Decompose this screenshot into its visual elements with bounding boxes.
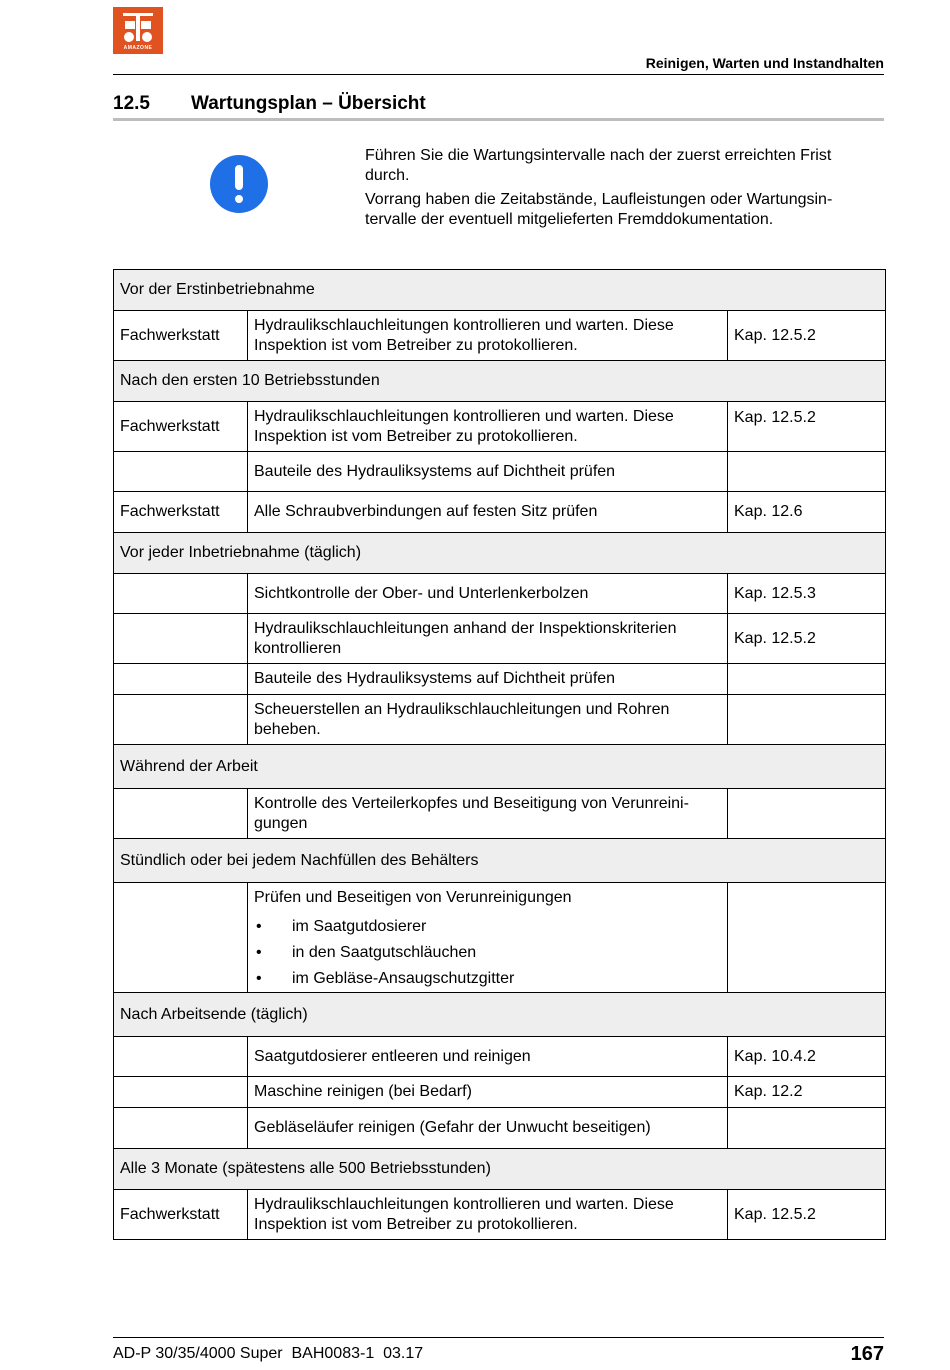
table-group-row [114,993,886,1037]
responsible-cell: Fachwerkstatt [114,1190,248,1240]
group-title: Während der Arbeit [114,745,886,789]
logo-brand-text: AMAZONE [123,45,153,51]
task-cell: Maschine reinigen (bei Bedarf) [248,1077,728,1108]
table-row [114,492,886,533]
task-cell: Hydraulikschlauchleitungen kontrollieren und warten. Diese Inspektion ist vom Betreiber zu protokollieren. [248,311,728,361]
responsible-cell [114,664,248,695]
responsible-cell [114,883,248,993]
reference-cell [728,695,886,745]
footer-divider [113,1337,884,1338]
notice-paragraph-2: Vorrang haben die Zeitabstände, Laufleistungen oder Wartungsin-tervalle der eventuell mitgelieferten Fremddokumentation. [365,191,833,228]
task-cell: Bauteile des Hydrauliksystems auf Dichtheit prüfen [248,664,728,695]
reference-cell: Kap. 12.5.2 [728,311,886,361]
exclamation-icon [210,155,268,213]
bullet-icon: • [256,970,262,987]
group-title: Alle 3 Monate (spätestens alle 500 Betriebsstunden) [114,1149,886,1190]
table-row [114,452,886,492]
responsible-cell [114,1037,248,1077]
task-cell: Alle Schraubverbindungen auf festen Sitz prüfen [248,492,728,533]
group-title: Nach Arbeitsende (täglich) [114,993,886,1037]
bullet-icon: • [256,918,262,935]
table-group-row [114,745,886,789]
table-row [114,789,886,839]
table-row [114,883,886,993]
table-row [114,402,886,452]
title-rule [113,118,884,121]
responsible-cell [114,574,248,614]
bullet-text: in den Saatgutschläuchen [292,944,477,961]
task-cell: Gebläseläufer reinigen (Gefahr der Unwucht beseitigen) [248,1108,728,1149]
responsible-cell: Fachwerkstatt [114,402,248,452]
footer-document-id: AD-P 30/35/4000 Super BAH0083-1 03.17 [113,1345,424,1362]
table-row [114,1037,886,1077]
group-title: Stündlich oder bei jedem Nachfüllen des Behälters [114,839,886,883]
table-row [114,1190,886,1240]
reference-cell: Kap. 12.5.2 [728,402,886,452]
responsible-cell [114,1077,248,1108]
list-item [254,966,721,992]
task-cell: Hydraulikschlauchleitungen anhand der Inspektionskriterien kontrollieren [248,614,728,664]
task-cell: Kontrolle des Verteilerkopfes und Beseitigung von Verunreini-gungen [248,789,728,839]
reference-cell: Kap. 12.5.2 [728,614,886,664]
bullet-list [254,914,721,992]
section-number: 12.5 [113,93,150,114]
header-divider [113,74,884,75]
task-cell [248,883,728,993]
amazone-logo [113,7,163,54]
page-number: 167 [850,1343,884,1365]
notice-text [365,146,875,234]
table-group-row [114,361,886,402]
list-item [254,914,721,940]
task-cell: Hydraulikschlauchleitungen kontrollieren und warten. Diese Inspektion ist vom Betreiber zu protokollieren. [248,402,728,452]
task-cell: Sichtkontrolle der Ober- und Unterlenkerbolzen [248,574,728,614]
bullet-icon: • [256,944,262,961]
table-row [114,614,886,664]
table-row [114,1077,886,1108]
table-group-row [114,533,886,574]
table-row [114,311,886,361]
reference-cell [728,1108,886,1149]
responsible-cell: Fachwerkstatt [114,311,248,361]
reference-cell [728,664,886,695]
group-title: Vor der Erstinbetriebnahme [114,270,886,311]
bullet-text: im Gebläse-Ansaugschutzgitter [292,970,515,987]
table-row [114,574,886,614]
bullet-text: im Saatgutdosierer [292,918,427,935]
table-group-row [114,1149,886,1190]
task-cell: Saatgutdosierer entleeren und reinigen [248,1037,728,1077]
list-item [254,940,721,966]
table-row [114,695,886,745]
responsible-cell [114,614,248,664]
section-heading: Wartungsplan – Übersicht [191,93,426,114]
reference-cell: Kap. 12.5.3 [728,574,886,614]
section-title [113,93,426,115]
group-title: Nach den ersten 10 Betriebsstunden [114,361,886,402]
responsible-cell [114,695,248,745]
reference-cell [728,452,886,492]
responsible-cell [114,789,248,839]
reference-cell [728,789,886,839]
table-group-row [114,270,886,311]
notice-paragraph-1: Führen Sie die Wartungsintervalle nach der zuerst erreichten Frist durch. [365,147,832,184]
table-group-row [114,839,886,883]
table-row [114,664,886,695]
task-text: Prüfen und Beseitigen von Verunreinigungen [254,889,572,906]
task-cell: Hydraulikschlauchleitungen kontrollieren und warten. Diese Inspektion ist vom Betreiber zu protokollieren. [248,1190,728,1240]
reference-cell: Kap. 12.2 [728,1077,886,1108]
reference-cell: Kap. 10.4.2 [728,1037,886,1077]
responsible-cell [114,452,248,492]
responsible-cell: Fachwerkstatt [114,492,248,533]
task-cell: Bauteile des Hydrauliksystems auf Dichtheit prüfen [248,452,728,492]
maintenance-table [113,269,886,1240]
reference-cell: Kap. 12.5.2 [728,1190,886,1240]
table-row [114,1108,886,1149]
running-header: Reinigen, Warten und Instandhalten [645,55,884,71]
reference-cell [728,883,886,993]
responsible-cell [114,1108,248,1149]
task-cell: Scheuerstellen an Hydraulikschlauchleitungen und Rohren beheben. [248,695,728,745]
group-title: Vor jeder Inbetriebnahme (täglich) [114,533,886,574]
reference-cell: Kap. 12.6 [728,492,886,533]
